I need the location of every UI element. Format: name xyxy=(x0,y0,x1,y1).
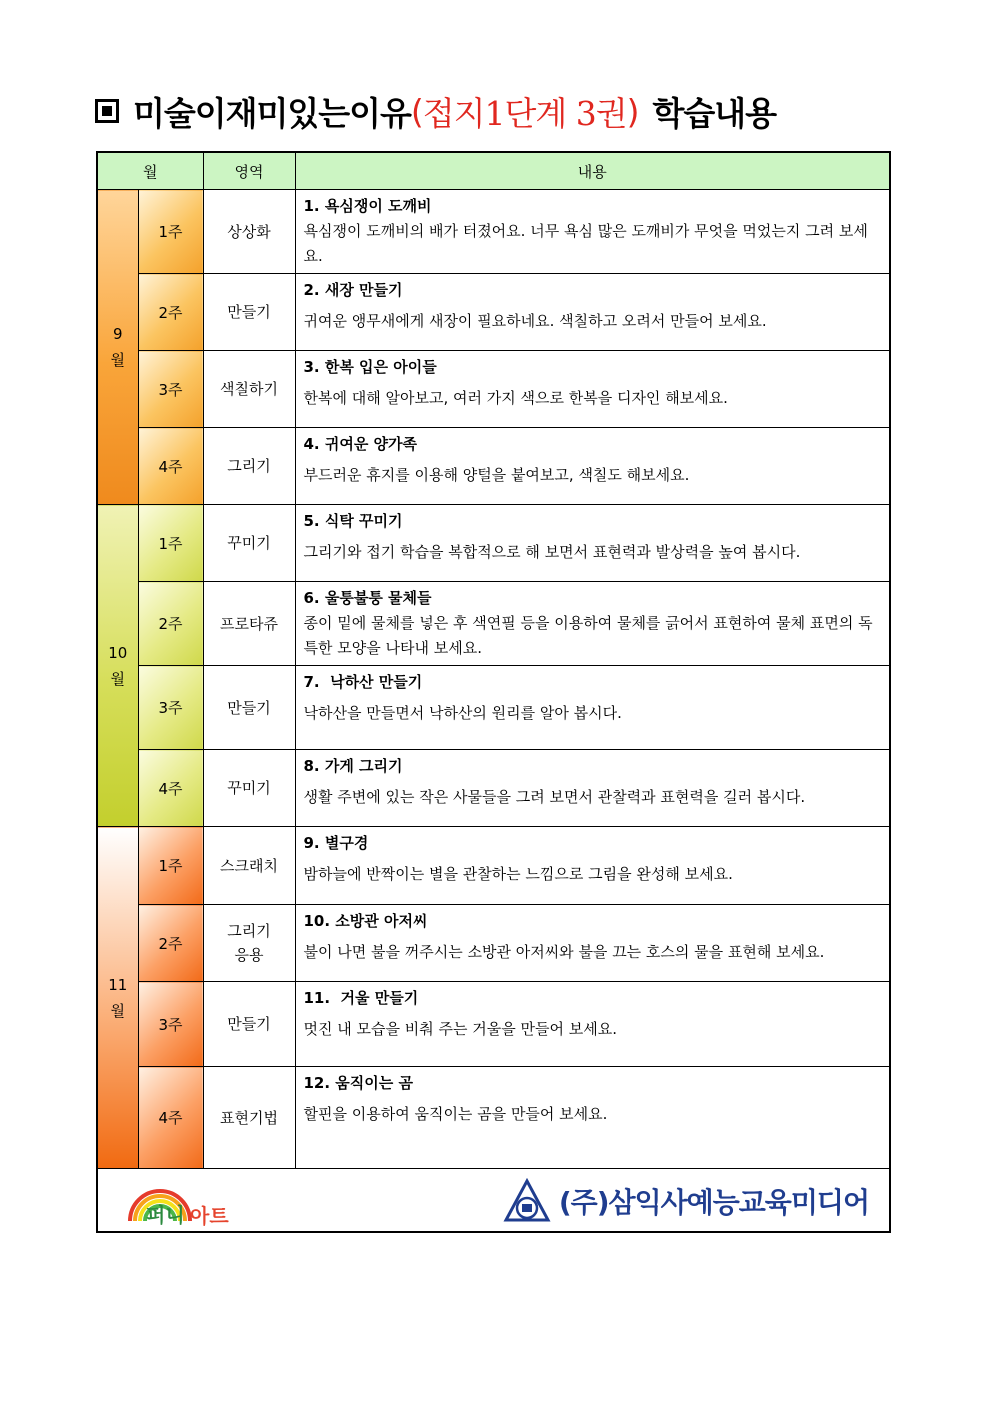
week-cell: 3주 xyxy=(138,982,203,1067)
lesson-heading: 8. 가게 그리기 xyxy=(303,757,403,775)
lesson-description: 할핀을 이용하여 움직이는 곰을 만들어 보세요. xyxy=(303,1105,608,1123)
header-area: 영역 xyxy=(203,152,295,190)
content-cell xyxy=(295,428,890,505)
week-cell: 2주 xyxy=(138,274,203,351)
week-cell: 4주 xyxy=(138,1067,203,1169)
title-tail: 학습내용 xyxy=(652,93,777,133)
lesson-description: 멋진 내 모습을 비춰 주는 거울을 만들어 보세요. xyxy=(303,1020,617,1038)
lesson-description: 한복에 대해 알아보고, 여러 가지 색으로 한복을 디자인 해보세요. xyxy=(303,389,728,407)
week-cell: 3주 xyxy=(138,351,203,428)
content-cell xyxy=(295,351,890,428)
week-cell: 1주 xyxy=(138,505,203,582)
table-row xyxy=(97,351,890,428)
week-cell: 1주 xyxy=(138,190,203,274)
title-close-paren: ) xyxy=(626,91,639,131)
header-content: 내용 xyxy=(295,152,890,190)
lesson-description: 욕심쟁이 도깨비의 배가 터졌어요. 너무 욕심 많은 도깨비가 무엇을 먹었는지 그려 보세요. xyxy=(303,222,868,265)
lesson-description: 불이 나면 불을 꺼주시는 소방관 아저씨와 불을 끄는 호스의 물을 표현해 보세요. xyxy=(303,943,825,961)
lesson-heading: 9. 별구경 xyxy=(303,834,369,852)
table-row xyxy=(97,905,890,982)
lesson-heading: 12. 움직이는 곰 xyxy=(303,1074,413,1092)
square-bullet-icon xyxy=(95,99,119,123)
lesson-description: 생활 주변에 있는 작은 사물들을 그려 보면서 관찰력과 표현력을 길러 봅시다. xyxy=(303,788,806,806)
svg-text:아트: 아트 xyxy=(190,1204,229,1228)
page-title xyxy=(95,88,776,134)
week-cell: 2주 xyxy=(138,905,203,982)
table-row xyxy=(97,582,890,666)
svg-text:퍼니: 퍼니 xyxy=(146,1203,185,1227)
lesson-heading: 7. 낙하산 만들기 xyxy=(303,673,423,691)
lesson-description: 부드러운 휴지를 이용해 양털을 붙여보고, 색칠도 해보세요. xyxy=(303,466,690,484)
title-main: 미술이재미있는이유 xyxy=(133,93,411,133)
curriculum-table xyxy=(96,151,891,1233)
area-cell: 꾸미기 xyxy=(203,750,295,827)
area-cell: 표현기법 xyxy=(203,1067,295,1169)
content-cell xyxy=(295,505,890,582)
area-cell: 그리기 xyxy=(203,428,295,505)
lesson-description: 종이 밑에 물체를 넣은 후 색연필 등을 이용하여 물체를 긁어서 표현하여 물체 표면의 독특한 모양을 나타내 보세요. xyxy=(303,614,873,657)
content-cell xyxy=(295,827,890,905)
table-row xyxy=(97,505,890,582)
footer-row xyxy=(97,1169,890,1233)
area-cell: 만들기 xyxy=(203,274,295,351)
lesson-heading: 3. 한복 입은 아이들 xyxy=(303,358,437,376)
footer-cell xyxy=(97,1169,890,1233)
lesson-description: 그리기와 접기 학습을 복합적으로 해 보면서 표현력과 발상력을 높여 봅시다. xyxy=(303,543,801,561)
samick-logo-text: (주)삼익사예능교육미디어 xyxy=(558,1186,869,1219)
samick-logo xyxy=(503,1177,869,1225)
table-row xyxy=(97,1067,890,1169)
table-row xyxy=(97,274,890,351)
area-cell: 색칠하기 xyxy=(203,351,295,428)
content-cell xyxy=(295,190,890,274)
area-cell: 그리기 응용 xyxy=(203,905,295,982)
rainbow-icon xyxy=(124,1175,244,1229)
lesson-heading: 4. 귀여운 양가족 xyxy=(303,435,418,453)
lesson-description: 밤하늘에 반짝이는 별을 관찰하는 느낌으로 그림을 완성해 보세요. xyxy=(303,865,733,883)
table-row xyxy=(97,428,890,505)
lesson-description: 낙하산을 만들면서 낙하산의 원리를 알아 봅시다. xyxy=(303,704,622,722)
lesson-heading: 5. 식탁 꾸미기 xyxy=(303,512,403,530)
content-cell xyxy=(295,1067,890,1169)
table-row xyxy=(97,827,890,905)
content-cell xyxy=(295,750,890,827)
content-cell xyxy=(295,274,890,351)
week-cell: 3주 xyxy=(138,666,203,750)
area-cell: 스크래치 xyxy=(203,827,295,905)
title-open-paren: ( xyxy=(410,91,423,131)
lesson-description: 귀여운 앵무새에게 새장이 필요하네요. 색칠하고 오려서 만들어 보세요. xyxy=(303,312,767,330)
content-cell xyxy=(295,582,890,666)
area-cell: 만들기 xyxy=(203,666,295,750)
content-cell xyxy=(295,666,890,750)
table-row xyxy=(97,190,890,274)
title-sub: 접지1단계 3권 xyxy=(422,93,627,133)
table-row xyxy=(97,750,890,827)
month-cell: 11 월 xyxy=(97,827,138,1169)
header-month: 월 xyxy=(97,152,203,190)
lesson-heading: 11. 거울 만들기 xyxy=(303,989,419,1007)
funny-art-logo xyxy=(124,1175,244,1229)
lesson-heading: 1. 욕심쟁이 도깨비 xyxy=(303,197,432,215)
content-cell xyxy=(295,905,890,982)
month-cell: 9 월 xyxy=(97,190,138,505)
content-cell xyxy=(295,982,890,1067)
lesson-heading: 10. 소방관 아저씨 xyxy=(303,912,428,930)
triangle-emblem-icon xyxy=(503,1178,551,1224)
area-cell: 만들기 xyxy=(203,982,295,1067)
table-row xyxy=(97,666,890,750)
week-cell: 4주 xyxy=(138,428,203,505)
week-cell: 4주 xyxy=(138,750,203,827)
table-row xyxy=(97,982,890,1067)
month-cell: 10 월 xyxy=(97,505,138,827)
week-cell: 2주 xyxy=(138,582,203,666)
lesson-heading: 2. 새장 만들기 xyxy=(303,281,403,299)
table-header-row xyxy=(97,152,890,190)
lesson-heading: 6. 울퉁불퉁 물체들 xyxy=(303,589,432,607)
area-cell: 꾸미기 xyxy=(203,505,295,582)
area-cell: 프로타쥬 xyxy=(203,582,295,666)
area-cell: 상상화 xyxy=(203,190,295,274)
week-cell: 1주 xyxy=(138,827,203,905)
